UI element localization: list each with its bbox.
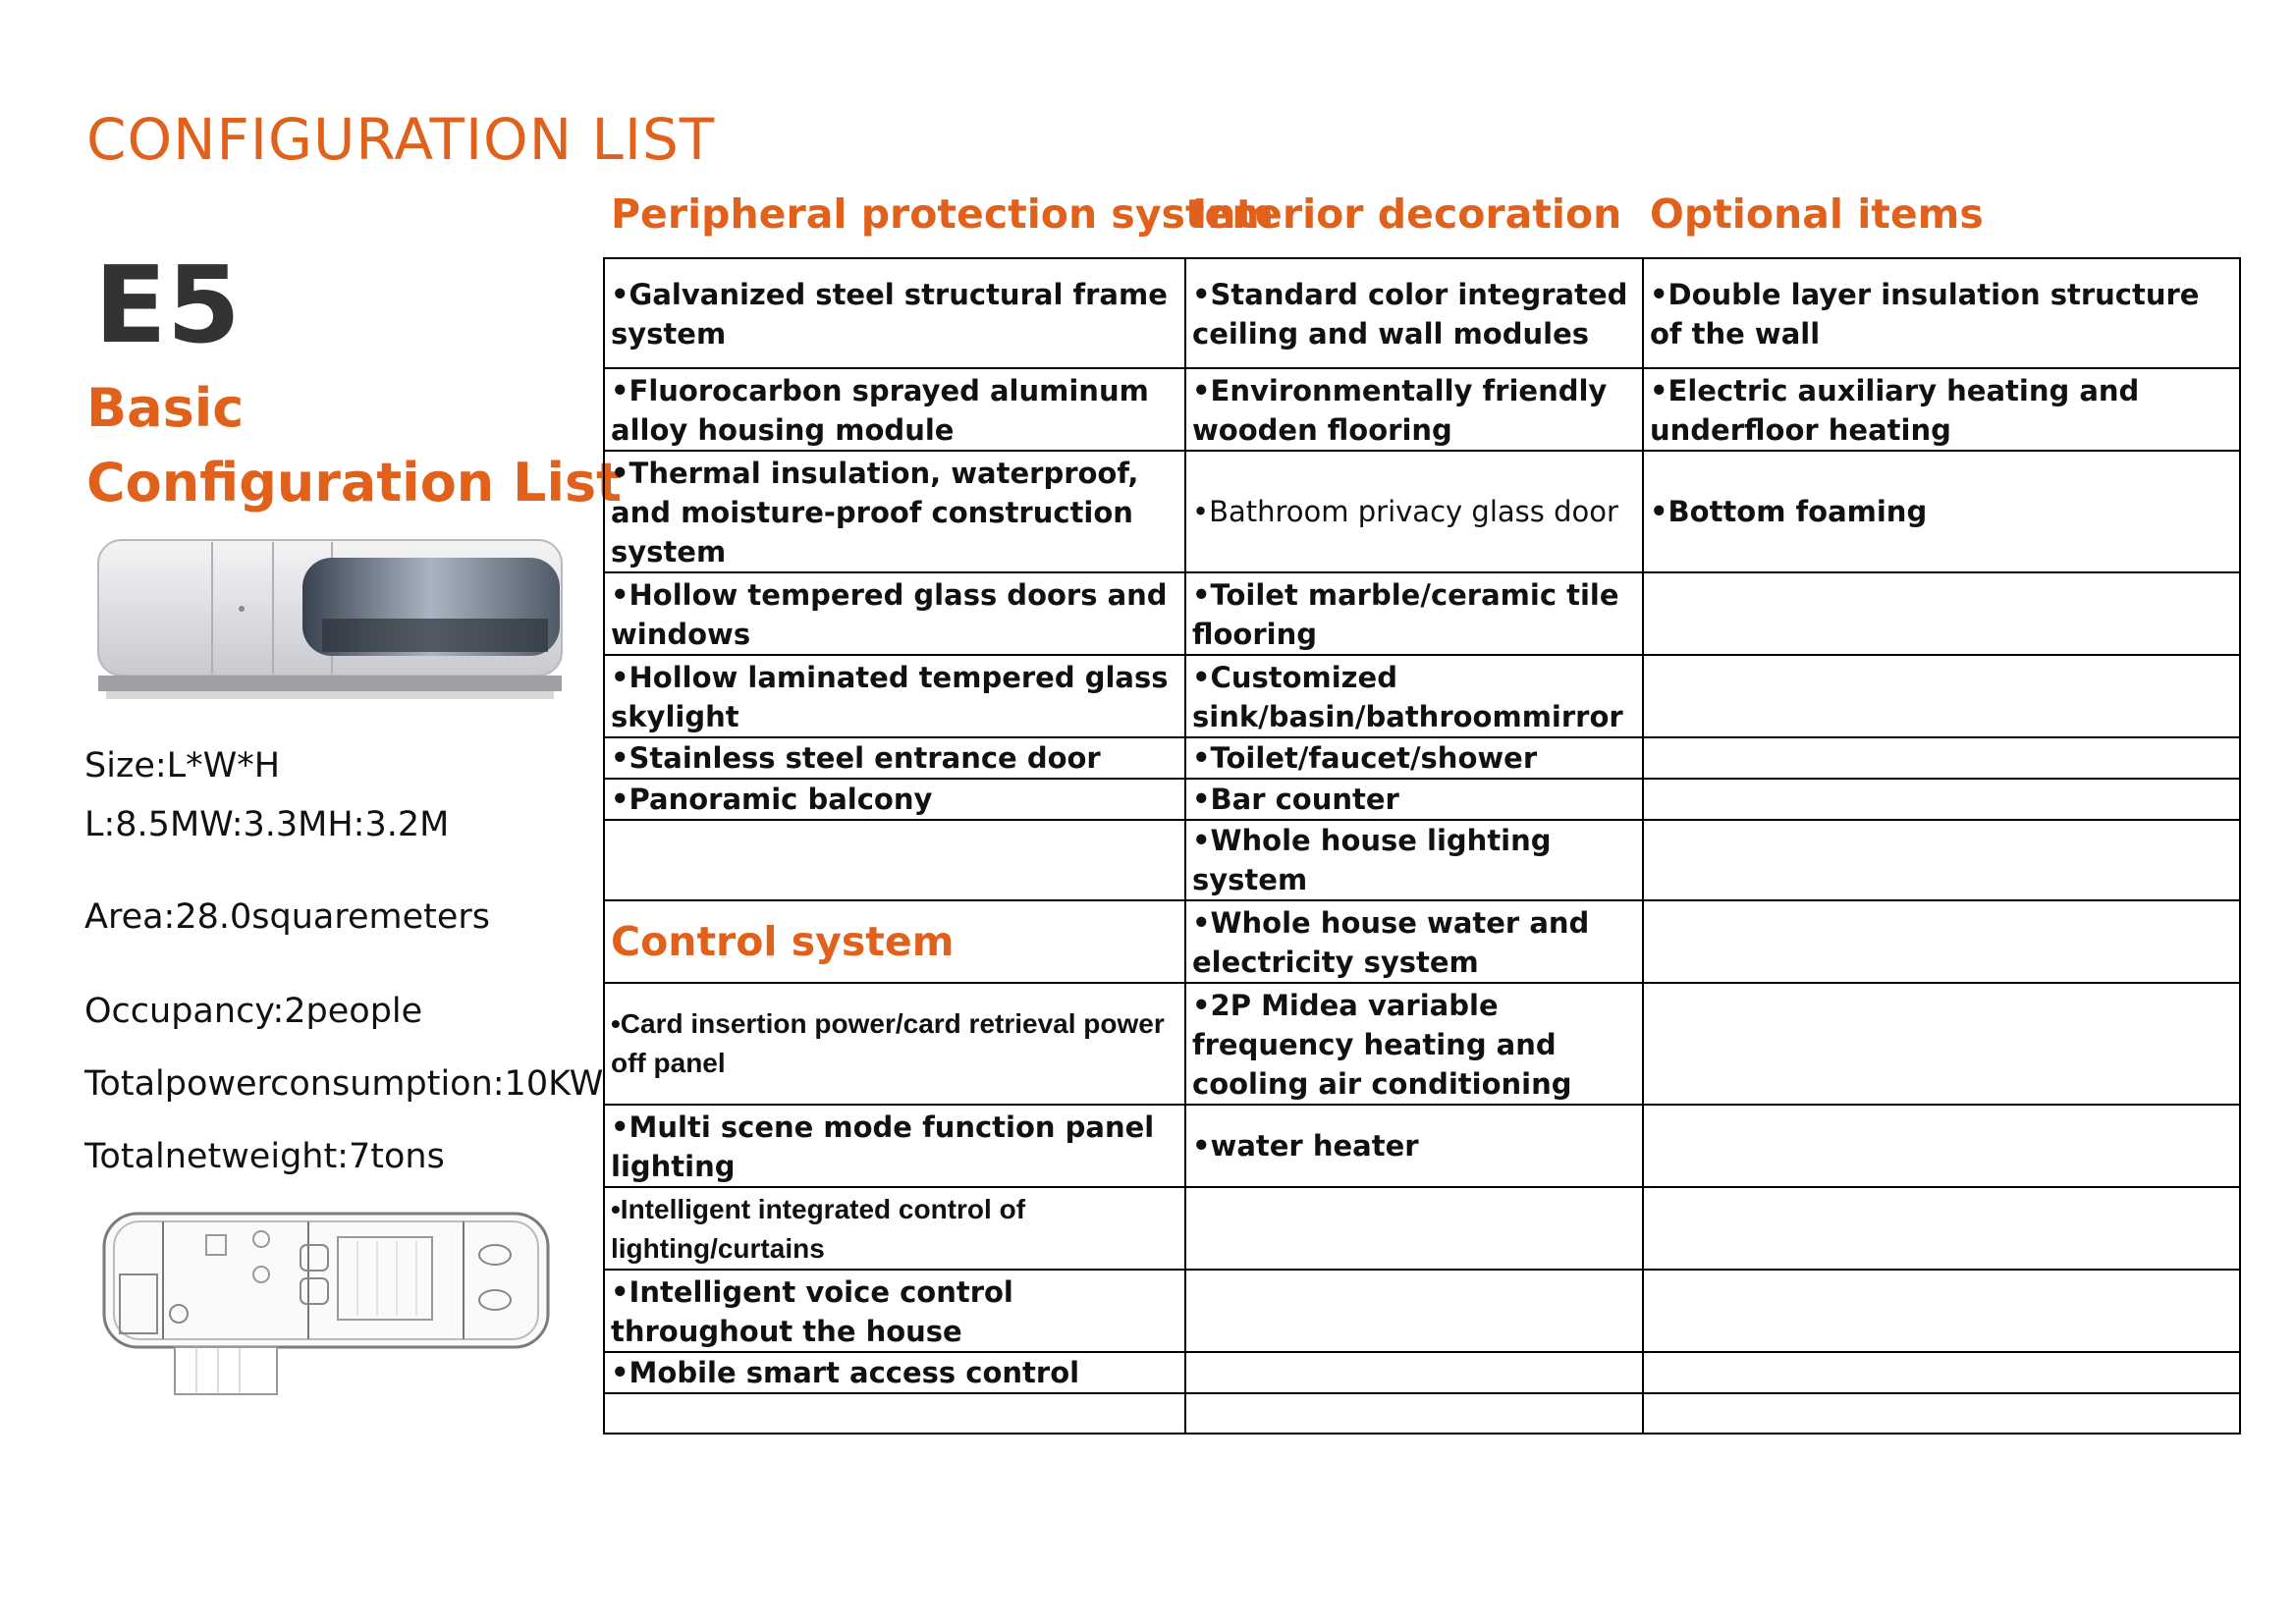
table-cell: •Multi scene mode function panel lighting <box>604 1105 1185 1187</box>
spec-dimensions: L:8.5MW:3.3MH:3.2M <box>84 805 450 844</box>
table-row <box>604 1352 2240 1393</box>
table-cell <box>1643 1352 2240 1393</box>
table-cell: •Standard color integrated ceiling and wall modules <box>1185 258 1643 368</box>
table-row <box>604 983 2240 1105</box>
table-cell: •water heater <box>1185 1105 1643 1187</box>
table-cell: •2P Midea variable frequency heating and cooling air conditioning <box>1185 983 1643 1105</box>
table-cell <box>604 820 1185 900</box>
subtitle-line-1: Basic <box>86 377 245 439</box>
column-header-interior: Interior decoration <box>1192 190 1622 238</box>
table-cell <box>1643 1105 2240 1187</box>
table-cell <box>1643 737 2240 779</box>
table-cell: •Electric auxiliary heating and underfloor heating <box>1643 368 2240 451</box>
subtitle-line-2: Configuration List <box>86 452 622 514</box>
table-row <box>604 258 2240 368</box>
table-cell: •Thermal insulation, waterproof, and moisture-proof construction system <box>604 451 1185 572</box>
table-row <box>604 655 2240 737</box>
table-cell: •Galvanized steel structural frame system <box>604 258 1185 368</box>
table-cell: •Bottom foaming <box>1643 451 2240 572</box>
table-cell: •Hollow laminated tempered glass skylight <box>604 655 1185 737</box>
table-cell <box>604 1393 1185 1434</box>
table-cell <box>1643 900 2240 983</box>
table-cell <box>1643 1187 2240 1270</box>
table-row <box>604 1105 2240 1187</box>
table-row <box>604 820 2240 900</box>
table-cell: •Panoramic balcony <box>604 779 1185 820</box>
table-cell <box>1185 1393 1643 1434</box>
table-row <box>604 779 2240 820</box>
table-cell: •Intelligent voice control throughout the house <box>604 1270 1185 1352</box>
table-cell <box>1643 983 2240 1105</box>
table-cell <box>1643 779 2240 820</box>
table-row <box>604 1393 2240 1434</box>
spec-occupancy: Occupancy:2people <box>84 992 423 1031</box>
table-cell: •Intelligent integrated control of lighting/curtains <box>604 1187 1185 1270</box>
table-cell: •Whole house water and electricity system <box>1185 900 1643 983</box>
table-row <box>604 451 2240 572</box>
configuration-table <box>603 257 2241 1435</box>
table-cell: •Environmentally friendly wooden flooring <box>1185 368 1643 451</box>
table-cell <box>1643 572 2240 655</box>
page-title: CONFIGURATION LIST <box>86 106 716 173</box>
table-cell <box>1185 1352 1643 1393</box>
table-cell: •Toilet/faucet/shower <box>1185 737 1643 779</box>
spec-size-label: Size:L*W*H <box>84 746 281 785</box>
control-system-heading: Control system <box>604 900 1185 983</box>
table-cell: •Hollow tempered glass doors and windows <box>604 572 1185 655</box>
column-header-optional: Optional items <box>1650 190 1984 238</box>
spec-power: Totalpowerconsumption:10KW <box>84 1064 604 1104</box>
table-cell: •Bar counter <box>1185 779 1643 820</box>
product-exterior-image <box>96 528 564 705</box>
table-row <box>604 1187 2240 1270</box>
table-cell <box>1185 1187 1643 1270</box>
table-row <box>604 900 2240 983</box>
table-cell: •Bathroom privacy glass door <box>1185 451 1643 572</box>
table-cell: •Mobile smart access control <box>604 1352 1185 1393</box>
floor-plan-image <box>98 1206 554 1398</box>
table-cell <box>1643 1270 2240 1352</box>
table-cell <box>1643 655 2240 737</box>
table-cell: •Double layer insulation structure of the wall <box>1643 258 2240 368</box>
spec-weight: Totalnetweight:7tons <box>84 1137 445 1176</box>
table-cell: •Customized sink/basin/bathroommirror <box>1185 655 1643 737</box>
table-cell <box>1643 820 2240 900</box>
table-cell <box>1185 1270 1643 1352</box>
model-name: E5 <box>94 244 241 367</box>
table-cell: •Fluorocarbon sprayed aluminum alloy housing module <box>604 368 1185 451</box>
column-header-peripheral: Peripheral protection system <box>611 190 1275 238</box>
table-row <box>604 1270 2240 1352</box>
table-cell: •Toilet marble/ceramic tile flooring <box>1185 572 1643 655</box>
table-row <box>604 737 2240 779</box>
table-row <box>604 572 2240 655</box>
table-cell <box>1643 1393 2240 1434</box>
subtitle <box>86 371 622 520</box>
table-cell: •Whole house lighting system <box>1185 820 1643 900</box>
table-cell: •Card insertion power/card retrieval power off panel <box>604 983 1185 1105</box>
table-cell: •Stainless steel entrance door <box>604 737 1185 779</box>
spec-area: Area:28.0squaremeters <box>84 897 491 937</box>
table-row <box>604 368 2240 451</box>
